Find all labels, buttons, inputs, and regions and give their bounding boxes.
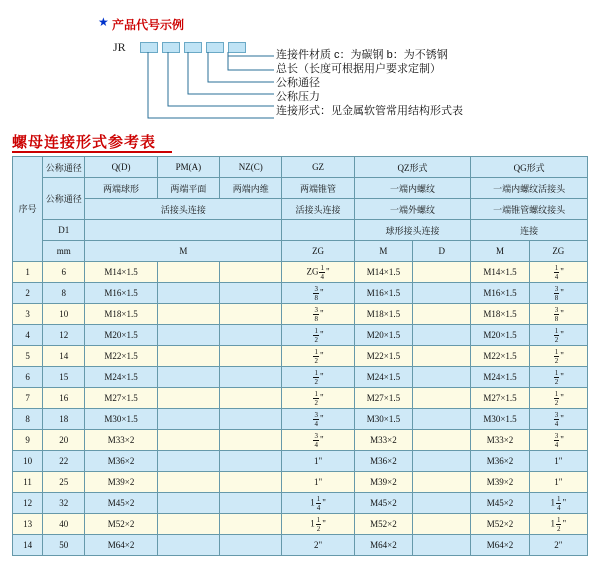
- fraction: $\frac{1}{2}$: [554, 347, 559, 365]
- cell-nz: [220, 493, 282, 514]
- cell-qz-m: M18×1.5: [354, 304, 412, 325]
- cell-qg-m: M52×2: [471, 514, 529, 535]
- cell-qz-m: M27×1.5: [354, 388, 412, 409]
- cell-nz: [220, 304, 282, 325]
- cell-qz-d: [413, 472, 471, 493]
- cell-qg-zg: $\frac{1}{2}$ ": [529, 346, 587, 367]
- cell-qz-m: M30×1.5: [354, 409, 412, 430]
- cell-q: M39×2: [85, 472, 157, 493]
- cell-pm: [157, 451, 219, 472]
- table-row: [13, 325, 588, 346]
- cell-qz-d: [413, 367, 471, 388]
- cell-qz-m: M36×2: [354, 451, 412, 472]
- cell-qg-zg: $\frac{3}{4}$ ": [529, 409, 587, 430]
- cell-pm: [157, 409, 219, 430]
- fraction: $\frac{1}{2}$: [314, 347, 318, 365]
- cell-nz: [220, 514, 282, 535]
- cell-nz: [220, 367, 282, 388]
- cell-qz-d: [413, 283, 471, 304]
- fraction: $\frac{3}{8}$: [554, 305, 559, 323]
- cell-qz-m: M22×1.5: [354, 346, 412, 367]
- fraction: $\frac{3}{8}$: [314, 284, 318, 302]
- cell-pm: [157, 388, 219, 409]
- cell-qz-d: [413, 514, 471, 535]
- legend-item-nominal-pressure: 公称压力: [276, 91, 320, 103]
- header-group-code-qg: QG形式: [471, 157, 588, 178]
- fraction: $\frac{1}{4}$: [556, 494, 561, 512]
- header-dn-sub-label: 公称通径: [43, 178, 85, 220]
- cell-qg-zg: $\frac{3}{8}$ ": [529, 283, 587, 304]
- header-desc-qz-a: 一端内螺纹: [354, 178, 471, 199]
- cell-dn: 8: [43, 283, 85, 304]
- cell-qg-zg: $\frac{3}{8}$ ": [529, 304, 587, 325]
- cell-pm: [157, 283, 219, 304]
- cell-seq: 7: [13, 388, 43, 409]
- fraction: $\frac{3}{4}$: [554, 410, 559, 428]
- cell-nz: [220, 409, 282, 430]
- cell-qz-d: [413, 388, 471, 409]
- cell-qg-m: M16×1.5: [471, 283, 529, 304]
- legend-item-length: 总长（长度可根据用户要求定制）: [276, 63, 441, 75]
- cell-nz: [220, 451, 282, 472]
- cell-qg-m: M18×1.5: [471, 304, 529, 325]
- cell-q: M20×1.5: [85, 325, 157, 346]
- cell-dn: 10: [43, 304, 85, 325]
- table-row: [13, 283, 588, 304]
- cell-seq: 9: [13, 430, 43, 451]
- cell-dn: 20: [43, 430, 85, 451]
- fraction: $\frac{1}{2}$: [554, 368, 559, 386]
- cell-qg-zg: 1": [529, 472, 587, 493]
- cell-seq: 2: [13, 283, 43, 304]
- fraction: $\frac{1}{4}$: [316, 494, 321, 512]
- fraction: $\frac{1}{2}$: [554, 389, 559, 407]
- cell-qg-zg: $\frac{1}{4}$ ": [529, 262, 587, 283]
- cell-q: M22×1.5: [85, 346, 157, 367]
- cell-qg-zg: $\frac{3}{4}$ ": [529, 430, 587, 451]
- header-desc-q: 两端球形: [85, 178, 157, 199]
- table-row: [13, 535, 588, 556]
- header-desc-nz: 两端内维: [220, 178, 282, 199]
- table-row: [13, 304, 588, 325]
- fraction: $\frac{3}{8}$: [314, 305, 318, 323]
- legend-item-material: 连接件材质 c：为碳钢 b：为不锈钢: [276, 49, 448, 61]
- table-row: [13, 346, 588, 367]
- fraction: $\frac{1}{2}$: [314, 389, 318, 407]
- cell-pm: [157, 430, 219, 451]
- cell-qg-zg: 1": [529, 451, 587, 472]
- cell-nz: [220, 262, 282, 283]
- cell-qg-m: M33×2: [471, 430, 529, 451]
- cell-q: M33×2: [85, 430, 157, 451]
- cell-qz-m: M24×1.5: [354, 367, 412, 388]
- cell-q: M18×1.5: [85, 304, 157, 325]
- cell-qg-m: M22×1.5: [471, 346, 529, 367]
- header-dn-label: 公称通径: [43, 157, 85, 178]
- cell-seq: 12: [13, 493, 43, 514]
- cell-nz: [220, 325, 282, 346]
- cell-seq: 8: [13, 409, 43, 430]
- cell-pm: [157, 535, 219, 556]
- table-row: [13, 451, 588, 472]
- fraction: $\frac{1}{2}$: [316, 515, 321, 533]
- cell-pm: [157, 304, 219, 325]
- header-desc-qg-a: 一端内螺纹活接头: [471, 178, 588, 199]
- header-unit-m: M: [85, 241, 282, 262]
- cell-dn: 22: [43, 451, 85, 472]
- cell-dn: 40: [43, 514, 85, 535]
- cell-gz: 1": [282, 451, 354, 472]
- product-code-prefix: JR: [113, 40, 126, 54]
- cell-qz-m: M33×2: [354, 430, 412, 451]
- header-seq: 序号: [13, 157, 43, 262]
- header-dn-symbol: D1: [43, 220, 85, 241]
- cell-dn: 32: [43, 493, 85, 514]
- header-group-code-q: Q(D): [85, 157, 157, 178]
- cell-seq: 13: [13, 514, 43, 535]
- cell-seq: 1: [13, 262, 43, 283]
- cell-nz: [220, 472, 282, 493]
- cell-qg-zg: 1 $\frac{1}{2}$ ": [529, 514, 587, 535]
- cell-qg-m: M14×1.5: [471, 262, 529, 283]
- cell-qg-zg: 1 $\frac{1}{4}$ ": [529, 493, 587, 514]
- cell-qg-m: M36×2: [471, 451, 529, 472]
- cell-q: M16×1.5: [85, 283, 157, 304]
- cell-qg-zg: $\frac{1}{2}$ ": [529, 388, 587, 409]
- header-dn-unit: mm: [43, 241, 85, 262]
- cell-gz: $\frac{3}{8}$ ": [282, 304, 354, 325]
- page-title: 螺母连接形式参考表: [12, 134, 157, 151]
- cell-seq: 6: [13, 367, 43, 388]
- fraction: $\frac{1}{2}$: [314, 326, 318, 344]
- header-connect-gz: 活接头连接: [282, 199, 354, 220]
- cell-qg-m: M20×1.5: [471, 325, 529, 346]
- fraction: $\frac{1}{2}$: [314, 368, 318, 386]
- header-connect-qz: 球形接头连接: [354, 220, 471, 241]
- cell-q: M14×1.5: [85, 262, 157, 283]
- cell-qz-d: [413, 304, 471, 325]
- table-row: [13, 409, 588, 430]
- cell-q: M45×2: [85, 493, 157, 514]
- legend-title: 产品代号示例: [112, 18, 185, 32]
- table-row: [13, 472, 588, 493]
- table-row: [13, 367, 588, 388]
- cell-dn: 12: [43, 325, 85, 346]
- cell-gz: 1": [282, 472, 354, 493]
- cell-qz-d: [413, 409, 471, 430]
- cell-q: M52×2: [85, 514, 157, 535]
- header-unit-qg-zg: ZG: [529, 241, 587, 262]
- header-group-code-nz: NZ(C): [220, 157, 282, 178]
- cell-nz: [220, 346, 282, 367]
- cell-nz: [220, 430, 282, 451]
- cell-qg-m: M30×1.5: [471, 409, 529, 430]
- cell-gz: $\frac{1}{2}$ ": [282, 388, 354, 409]
- cell-q: M64×2: [85, 535, 157, 556]
- cell-dn: 18: [43, 409, 85, 430]
- cell-nz: [220, 283, 282, 304]
- header-unit-zg: ZG: [282, 241, 354, 262]
- fraction: $\frac{1}{2}$: [554, 326, 559, 344]
- table-row: [13, 493, 588, 514]
- cell-qz-m: M39×2: [354, 472, 412, 493]
- legend-item-nominal-diameter: 公称通径: [276, 77, 320, 89]
- cell-dn: 25: [43, 472, 85, 493]
- header-unit-qg-m: M: [471, 241, 529, 262]
- cell-gz: 2": [282, 535, 354, 556]
- cell-qz-d: [413, 451, 471, 472]
- header-group-code-gz: GZ: [282, 157, 354, 178]
- cell-qz-d: [413, 262, 471, 283]
- cell-seq: 5: [13, 346, 43, 367]
- cell-gz: ZG $\frac{1}{4}$ ": [282, 262, 354, 283]
- cell-seq: 14: [13, 535, 43, 556]
- cell-dn: 6: [43, 262, 85, 283]
- cell-qg-m: M64×2: [471, 535, 529, 556]
- fraction: $\frac{1}{4}$: [320, 263, 324, 281]
- cell-seq: 10: [13, 451, 43, 472]
- header-desc-gz: 两端锥管: [282, 178, 354, 199]
- table-header-row: [13, 178, 588, 199]
- cell-nz: [220, 535, 282, 556]
- cell-qg-m: M39×2: [471, 472, 529, 493]
- fraction: $\frac{1}{2}$: [556, 515, 561, 533]
- fraction: $\frac{3}{4}$: [554, 431, 559, 449]
- cell-nz: [220, 388, 282, 409]
- header-unit-qz-d: D: [413, 241, 471, 262]
- table-row: [13, 262, 588, 283]
- cell-qz-m: M45×2: [354, 493, 412, 514]
- header-connect-qg: 连接: [471, 220, 588, 241]
- cell-qg-m: M27×1.5: [471, 388, 529, 409]
- cell-pm: [157, 472, 219, 493]
- cell-gz: 1 $\frac{1}{4}$ ": [282, 493, 354, 514]
- fraction: $\frac{3}{4}$: [314, 431, 318, 449]
- cell-qg-zg: 2": [529, 535, 587, 556]
- cell-q: M30×1.5: [85, 409, 157, 430]
- cell-qg-zg: $\frac{1}{2}$ ": [529, 367, 587, 388]
- table-body: [13, 262, 588, 556]
- fraction: $\frac{3}{4}$: [314, 410, 318, 428]
- cell-gz: $\frac{1}{2}$ ": [282, 325, 354, 346]
- table-row: [13, 388, 588, 409]
- cell-qz-m: M16×1.5: [354, 283, 412, 304]
- cell-pm: [157, 514, 219, 535]
- fraction: $\frac{1}{4}$: [554, 263, 559, 281]
- cell-seq: 4: [13, 325, 43, 346]
- header-desc-qg-b: 一端锥管螺纹接头: [471, 199, 588, 220]
- header-spacer: [85, 220, 282, 241]
- header-group-code-pm: PM(A): [157, 157, 219, 178]
- cell-dn: 16: [43, 388, 85, 409]
- header-desc-pm: 两端平面: [157, 178, 219, 199]
- cell-qz-d: [413, 493, 471, 514]
- cell-dn: 14: [43, 346, 85, 367]
- cell-pm: [157, 367, 219, 388]
- header-connect-q-pm-nz: 活接头连接: [85, 199, 282, 220]
- cell-gz: $\frac{3}{8}$ ": [282, 283, 354, 304]
- table-row: [13, 430, 588, 451]
- cell-pm: [157, 493, 219, 514]
- table-header-row: [13, 199, 588, 220]
- table-header-row: [13, 241, 588, 262]
- product-code-legend: [0, 0, 600, 130]
- cell-seq: 11: [13, 472, 43, 493]
- cell-gz: $\frac{1}{2}$ ": [282, 367, 354, 388]
- cell-seq: 3: [13, 304, 43, 325]
- cell-qz-d: [413, 430, 471, 451]
- cell-qg-m: M24×1.5: [471, 367, 529, 388]
- nut-connection-table: [12, 156, 588, 556]
- cell-qz-d: [413, 346, 471, 367]
- star-icon: ★: [98, 15, 109, 29]
- cell-gz: $\frac{3}{4}$ ": [282, 430, 354, 451]
- cell-qz-d: [413, 535, 471, 556]
- cell-qz-m: M14×1.5: [354, 262, 412, 283]
- cell-pm: [157, 262, 219, 283]
- header-unit-qz-m: M: [354, 241, 412, 262]
- cell-qg-m: M45×2: [471, 493, 529, 514]
- cell-gz: 1 $\frac{1}{2}$ ": [282, 514, 354, 535]
- table-header-row: [13, 220, 588, 241]
- cell-dn: 50: [43, 535, 85, 556]
- cell-qz-m: M64×2: [354, 535, 412, 556]
- cell-gz: $\frac{1}{2}$ ": [282, 346, 354, 367]
- table-header-row: [13, 157, 588, 178]
- legend-item-connection-type: 连接形式：见金属软管常用结构形式表: [276, 105, 463, 117]
- header-desc-qz-b: 一端外螺纹: [354, 199, 471, 220]
- cell-pm: [157, 346, 219, 367]
- legend-item-list: [276, 48, 463, 118]
- table-row: [13, 514, 588, 535]
- cell-q: M36×2: [85, 451, 157, 472]
- cell-q: M24×1.5: [85, 367, 157, 388]
- header-spacer: [282, 220, 354, 241]
- cell-q: M27×1.5: [85, 388, 157, 409]
- cell-gz: $\frac{3}{4}$ ": [282, 409, 354, 430]
- fraction: $\frac{3}{8}$: [554, 284, 559, 302]
- cell-dn: 15: [43, 367, 85, 388]
- title-underline: [12, 151, 172, 153]
- header-group-code-qz: QZ形式: [354, 157, 471, 178]
- cell-pm: [157, 325, 219, 346]
- cell-qg-zg: $\frac{1}{2}$ ": [529, 325, 587, 346]
- cell-qz-d: [413, 325, 471, 346]
- cell-qz-m: M52×2: [354, 514, 412, 535]
- cell-qz-m: M20×1.5: [354, 325, 412, 346]
